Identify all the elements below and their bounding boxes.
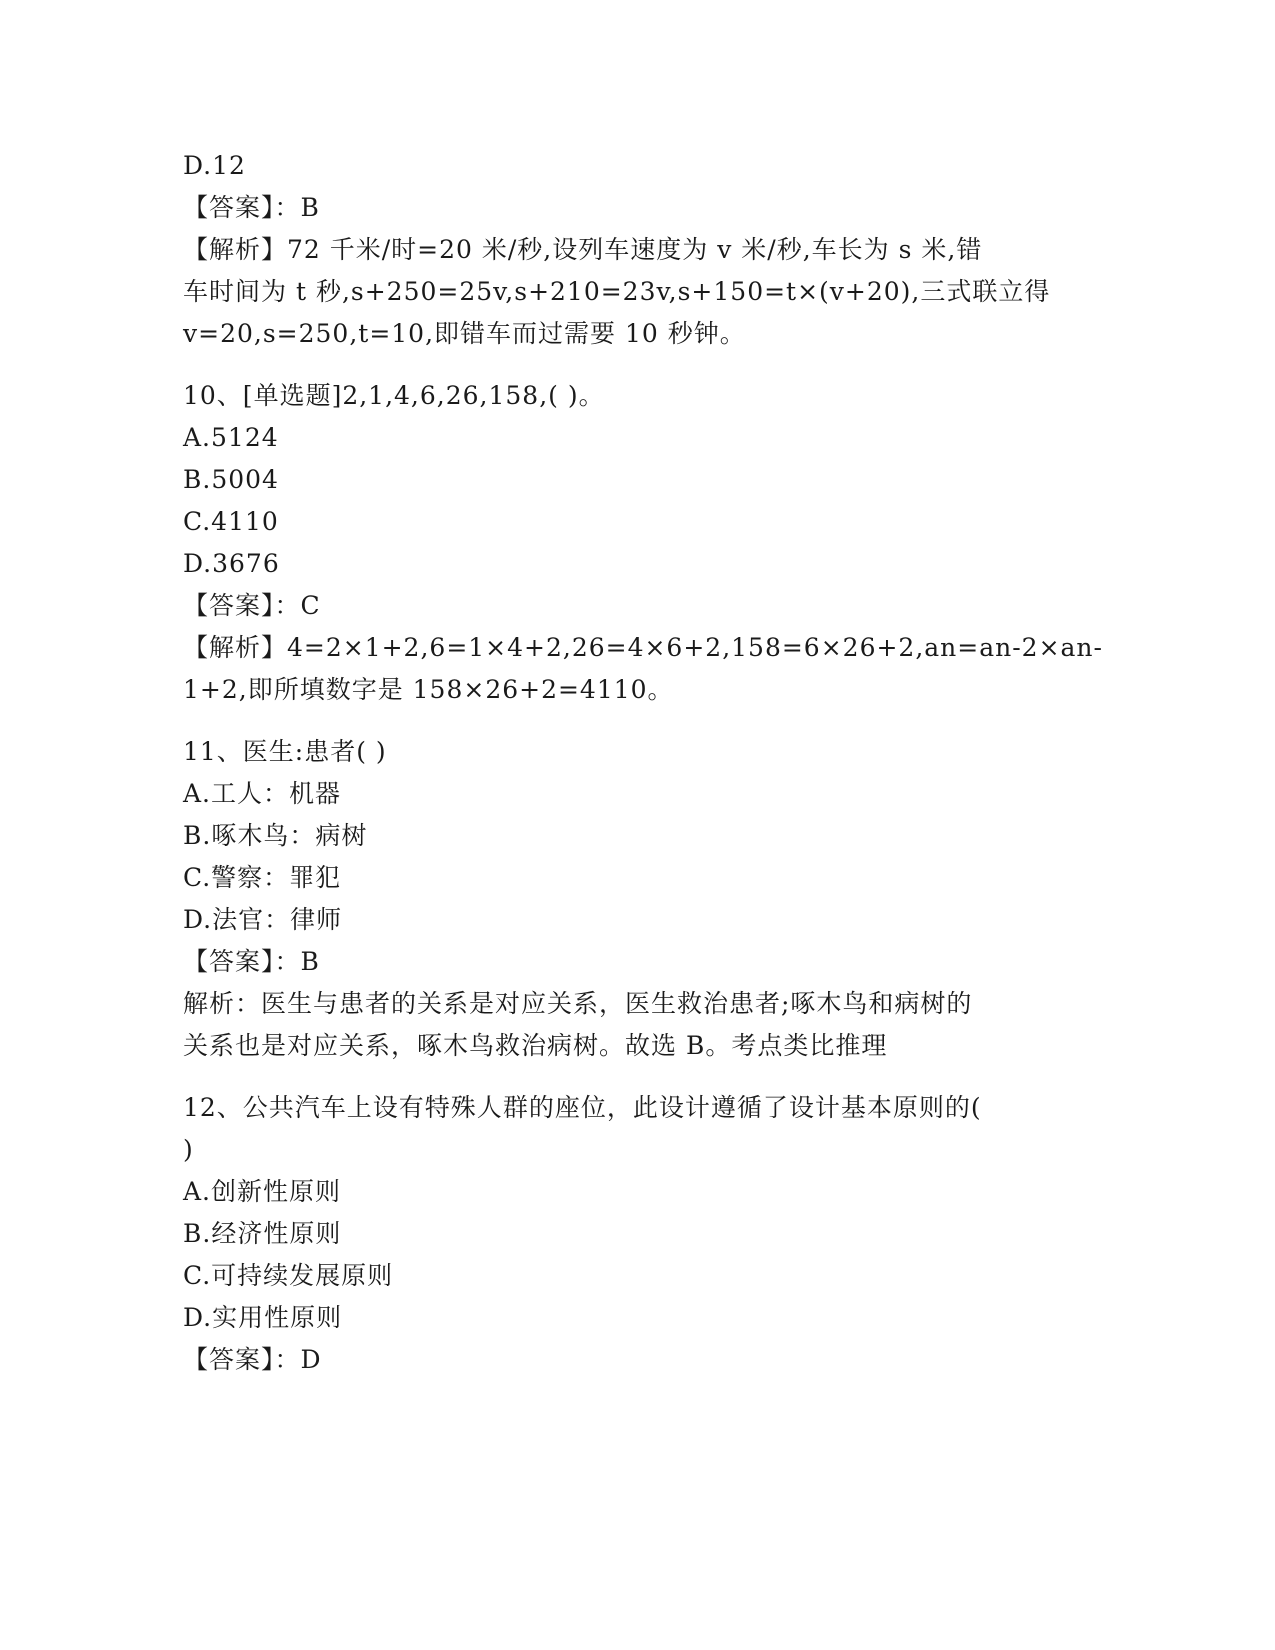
answer-line: 【答案】：B (183, 947, 320, 976)
option-b: B.啄木鸟：病树 (183, 821, 368, 850)
answer-line: 【答案】：C (183, 591, 321, 620)
analysis-line: 车时间为 t 秒,s+250=25v,s+210=23v,s+150=t×(v+20),三式联立得 (183, 277, 1051, 306)
document-page (183, 145, 1103, 1401)
question-stem: 10、[单选题]2,1,4,6,26,158,( )。 (183, 381, 605, 410)
question-stem-continued: ) (183, 1135, 194, 1164)
option-b: B.经济性原则 (183, 1219, 342, 1248)
analysis-line: v=20,s=250,t=10,即错车而过需要 10 秒钟。 (183, 319, 746, 348)
option-c: C.可持续发展原则 (183, 1261, 394, 1290)
option-d: D.实用性原则 (183, 1303, 343, 1332)
option-c: C.警察：罪犯 (183, 863, 342, 892)
option-a: A.工人：机器 (183, 779, 342, 808)
analysis-line: 【解析】4=2×1+2,6=1×4+2,26=4×6+2,158=6×26+2,an=an-2×an- (183, 633, 1103, 662)
answer-line: 【答案】：D (183, 1345, 322, 1374)
question-10 (183, 375, 1103, 711)
option-a: A.5124 (183, 423, 279, 452)
question-11 (183, 731, 1083, 1067)
question-stem: 12、公共汽车上设有特殊人群的座位，此设计遵循了设计基本原则的( (183, 1093, 982, 1122)
option-d: D.3676 (183, 549, 280, 578)
analysis-line: 1+2,即所填数字是 158×26+2=4110。 (183, 675, 674, 704)
option-d: D.12 (183, 151, 246, 180)
answer-line: 【答案】：B (183, 193, 320, 222)
question-9-tail (183, 145, 1083, 355)
option-d: D.法官：律师 (183, 905, 343, 934)
option-b: B.5004 (183, 465, 279, 494)
option-a: A.创新性原则 (183, 1177, 342, 1206)
option-c: C.4110 (183, 507, 279, 536)
analysis-line: 【解析】72 千米/时=20 米/秒,设列车速度为 v 米/秒,车长为 s 米,错 (183, 235, 983, 264)
analysis-line: 解析：医生与患者的关系是对应关系，医生救治患者;啄木鸟和病树的 (183, 989, 973, 1018)
question-12 (183, 1087, 1083, 1381)
question-stem: 11、医生:患者( ) (183, 737, 387, 766)
analysis-line: 关系也是对应关系，啄木鸟救治病树。故选 B。考点类比推理 (183, 1031, 888, 1060)
